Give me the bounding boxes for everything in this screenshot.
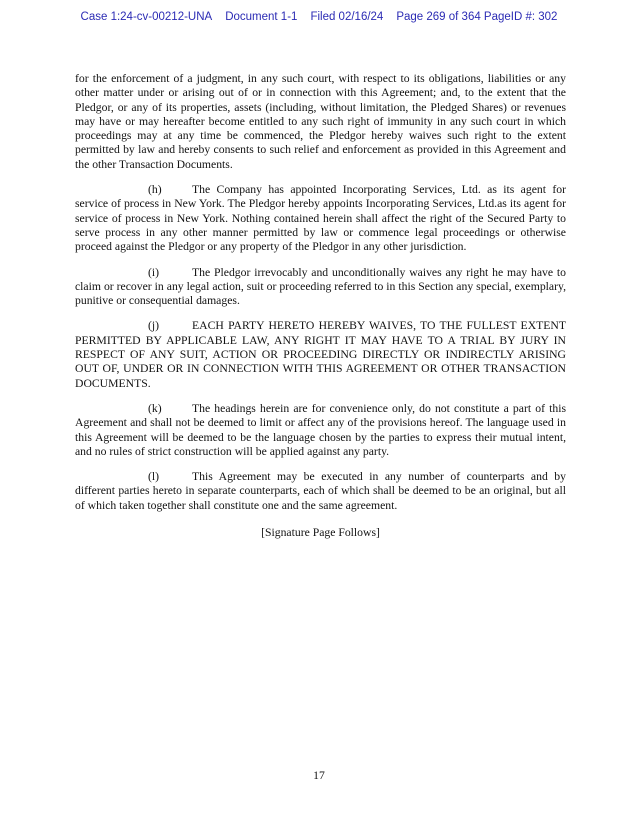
paragraph-i — [75, 266, 566, 309]
paragraph-label: (k) — [148, 401, 162, 415]
paragraph-label: (l) — [148, 470, 160, 484]
paragraph-j — [75, 319, 566, 390]
paragraph-label: (j) — [148, 319, 160, 333]
paragraph-text: for the enforcement of a judgment, in any such court, with respect to its obligations, liabilities or any other matter under or arising out of or in connection with this Agreement; and, to the extent that the Pledgor, or any of its properties, assets (including, without limitation, the Pledged Shares) or revenues may have or may hereafter become entitled to any such right of immunity in any such court in which proceedings may at any time be commenced, the Pledgor hereby waives such right to the extent permitted by law and hereby consents to such relief and enforcement as provided in this Agreement and the other Transaction Documents. — [75, 72, 566, 171]
paragraph-text: The Company has appointed Incorporating Services, Ltd. as its agent for service of process in New York. The Pledgor hereby appoints Incorporating Services, Ltd.as its agent for service of process in New York. Nothing contained herein shall affect the right of the Secured Party to serve process in any other manner permitted by law or commence legal proceedings or otherwise proceed against the Pledgor or any property of the Pledgor in any other jurisdiction. — [75, 183, 566, 254]
case-number: Case 1:24-cv-00212-UNA — [80, 11, 213, 23]
paragraph-label: (h) — [148, 183, 162, 197]
page-number: 17 — [313, 769, 325, 782]
paragraph-h — [75, 183, 566, 254]
paragraph-text: This Agreement may be executed in any number of counterparts and by different parties hereto in separate counterparts, each of which shall be deemed to be an original, but all of which taken together shall constitute one and the same agreement. — [75, 470, 566, 512]
page-info: Page 269 of 364 PageID #: 302 — [396, 11, 558, 23]
paragraph-label: (i) — [148, 265, 160, 279]
paragraph-text: The headings herein are for convenience only, do not constitute a part of this Agreement and shall not be deemed to limit or affect any of the provisions hereof. The language used in this Agreement will be deemed to be the language chosen by the parties to express their mutual intent, and no rules of strict construction will be applied against any party. — [75, 401, 566, 458]
paragraph-text: EACH PARTY HERETO HEREBY WAIVES, TO THE FULLEST EXTENT PERMITTED BY APPLICABLE LAW, ANY RIGHT IT MAY HAVE TO A TRIAL BY JURY IN RESPECT OF ANY SUIT, ACTION OR PROCEEDING DIRECTLY OR INDIRECTLY ARISING OUT OF, UNDER OR IN CONNECTION WITH THIS AGREEMENT OR OTHER TRANSACTION DOCUMENTS. — [75, 319, 566, 390]
paragraph-continuation — [75, 72, 566, 172]
document-number: Document 1-1 — [225, 11, 298, 23]
filed-date: Filed 02/16/24 — [310, 11, 384, 23]
document-body — [75, 72, 566, 551]
paragraph-l — [75, 470, 566, 513]
paragraph-k — [75, 402, 566, 459]
signature-page-note: [Signature Page Follows] — [261, 526, 380, 540]
paragraph-text: The Pledgor irrevocably and unconditionally waives any right he may have to claim or recover in any legal action, suit or proceeding referred to in this Section any special, exemplary, punitive or consequential damages. — [75, 265, 566, 308]
case-header — [0, 11, 638, 23]
